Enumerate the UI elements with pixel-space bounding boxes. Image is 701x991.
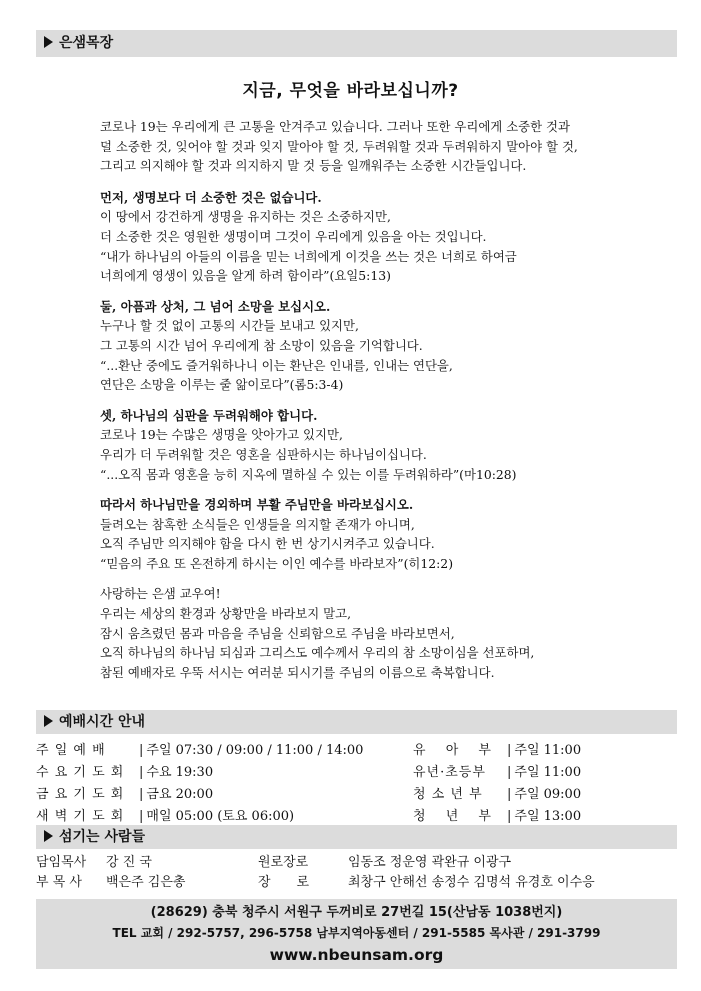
staff-role: 장 로 (258, 875, 310, 890)
staff-names: 임동조 정운영 곽완규 이광구 (348, 855, 512, 870)
text-line: “...환난 중에도 즐거워하나니 이는 환난은 인내를, 인내는 연단을, (100, 357, 453, 373)
sermon-point-3 (100, 406, 660, 484)
divider: | (507, 743, 512, 758)
text-line: 코로나 19는 우리에게 큰 고통을 안겨주고 있습니다. 그러나 또한 우리에게 소중한 것과 (100, 119, 570, 134)
staff-role: 부 목 사 (36, 875, 82, 890)
service-time: 주일 09:00 (514, 787, 582, 802)
sermon-closing (100, 584, 660, 682)
service-name: 주 일 예 배 (36, 743, 106, 758)
point-heading: 셋, 하나님의 심판을 두려워해야 합니다. (100, 407, 318, 423)
staff-role: 원로장로 (258, 855, 309, 870)
section-header-eunsam (36, 30, 677, 57)
text-line: 이 땅에서 강건하게 생명을 유지하는 것은 소중하지만, (100, 209, 391, 225)
point-heading: 둘, 아픔과 상처, 그 넘어 소망을 보십시오. (100, 298, 331, 314)
department-name: 청 소 년 부 (413, 787, 483, 802)
divider: | (139, 765, 144, 780)
text-line: “내가 하나님의 아들의 이름을 믿는 너희에게 이것을 쓰는 것은 너희로 하여금 (100, 248, 517, 264)
service-name: 수 요 기 도 회 (36, 765, 125, 780)
triangle-bullet-icon (44, 36, 53, 48)
staff-row (258, 853, 595, 873)
text-line: 우리는 세상의 환경과 상황만을 바라보지 말고, (100, 606, 352, 622)
department-name: 유년·초등부 (413, 765, 486, 780)
service-name: 새 벽 기 도 회 (36, 809, 125, 824)
divider: | (507, 765, 512, 780)
schedule-row (36, 740, 416, 762)
text-line: 그리고 의지해야 할 것과 의지하지 말 것 등을 일깨워주는 소중한 시간들입니다. (100, 158, 527, 174)
sermon-intro (100, 117, 660, 176)
worship-youth-column (413, 740, 673, 828)
staff-names: 강 진 국 (106, 855, 152, 870)
triangle-bullet-icon (44, 715, 53, 727)
schedule-row (413, 784, 673, 806)
text-line: “믿음의 주요 또 온전하게 하시는 이인 예수를 바라보자”(히12:2) (100, 555, 454, 571)
text-line: 들려오는 참혹한 소식들은 인생들을 의지할 존재가 아니며, (100, 516, 415, 532)
service-time: 주일 07:30 / 09:00 / 11:00 / 14:00 (146, 743, 364, 758)
service-time: 주일 13:00 (514, 809, 582, 824)
staff-elders (258, 853, 595, 893)
text-line: 오직 주님만 의지해야 함을 다시 한 번 상기시켜주고 있습니다. (100, 536, 435, 552)
text-line: 참된 예배자로 우뚝 서시는 여러분 되시기를 주님의 이름으로 축복합니다. (100, 664, 495, 680)
point-heading: 먼저, 생명보다 더 소중한 것은 없습니다. (100, 189, 322, 205)
point-heading: 따라서 하나님만을 경외하며 부활 주님만을 바라보십시오. (100, 497, 414, 513)
church-phone-numbers: TEL 교회 / 292-5757, 296-5758 남부지역아동센터 / 291-5585 목사관 / 291-3799 (112, 926, 601, 940)
church-address: (28629) 충북 청주시 서원구 두꺼비로 27번길 15(산남동 1038번지) (150, 905, 563, 920)
text-line: 오직 하나님의 하나님 되심과 그리스도 예수께서 우리의 참 소망이심을 선포하며, (100, 645, 535, 661)
staff-role: 담임목사 (36, 855, 87, 870)
text-line: “...오직 몸과 영혼을 능히 지옥에 멸하실 수 있는 이를 두려워하라”(마10:28) (100, 466, 517, 482)
department-name: 유 아 부 (413, 743, 492, 758)
church-footer (36, 899, 677, 969)
text-line: 누구나 할 것 없이 고통의 시간들 보내고 있지만, (100, 318, 359, 334)
sermon-point-4 (100, 495, 660, 573)
section-header-staff (36, 825, 677, 849)
divider: | (139, 809, 144, 824)
schedule-row (413, 740, 673, 762)
text-line: 연단은 소망을 이루는 줄 앎이로다”(롬5:3-4) (100, 377, 344, 393)
staff-names: 백은주 김은총 (106, 875, 186, 890)
schedule-row (413, 762, 673, 784)
service-time: 금요 20:00 (146, 787, 214, 802)
department-name: 청 년 부 (413, 809, 492, 824)
text-line: 잠시 움츠렸던 몸과 마음을 주님을 신뢰함으로 주님을 바라보면서, (100, 625, 455, 641)
text-line: 덜 소중한 것, 잊어야 할 것과 잊지 말아야 할 것, 두려워할 것과 두려워하지 말아야 할 것, (100, 138, 578, 154)
text-line: 더 소중한 것은 영원한 생명이며 그것이 우리에게 있음을 아는 것입니다. (100, 228, 487, 244)
sermon-point-1 (100, 188, 660, 286)
text-line: 그 고통의 시간 넘어 우리에게 참 소망이 있음을 기억합니다. (100, 337, 423, 353)
service-time: 주일 11:00 (514, 743, 582, 758)
text-line: 우리가 더 두려워할 것은 영혼을 심판하시는 하나님이십니다. (100, 446, 427, 462)
staff-names: 최창구 안해선 송정수 김명석 유경호 이수응 (348, 875, 595, 890)
text-line: 코로나 19는 수많은 생명을 앗아가고 있지만, (100, 427, 343, 443)
section-label: 예배시간 안내 (59, 714, 146, 730)
staff-row (258, 873, 595, 893)
text-line: 너희에게 영생이 있음을 알게 하려 함이라”(요일5:13) (100, 268, 391, 284)
sermon-title: 지금, 무엇을 바라보십니까? (242, 81, 459, 101)
divider: | (139, 787, 144, 802)
sermon-body (100, 117, 660, 693)
divider: | (507, 787, 512, 802)
staff-row (36, 853, 185, 873)
section-label: 섬기는 사람들 (59, 829, 146, 845)
worship-adult-column (36, 740, 416, 828)
triangle-bullet-icon (44, 830, 53, 842)
service-time: 주일 11:00 (514, 765, 582, 780)
church-website-link[interactable]: www.nbeunsam.org (269, 946, 444, 964)
section-header-worship-times (36, 710, 677, 734)
schedule-row (36, 784, 416, 806)
sermon-point-2 (100, 297, 660, 395)
divider: | (507, 809, 512, 824)
staff-pastors (36, 853, 185, 893)
text-line: 사랑하는 은샘 교우여! (100, 586, 221, 602)
service-time: 매일 05:00 (토요 06:00) (146, 809, 295, 824)
schedule-row (36, 762, 416, 784)
divider: | (139, 743, 144, 758)
service-time: 수요 19:30 (146, 765, 214, 780)
staff-row (36, 873, 185, 893)
section-label: 은샘목장 (59, 35, 114, 51)
service-name: 금 요 기 도 회 (36, 787, 125, 802)
